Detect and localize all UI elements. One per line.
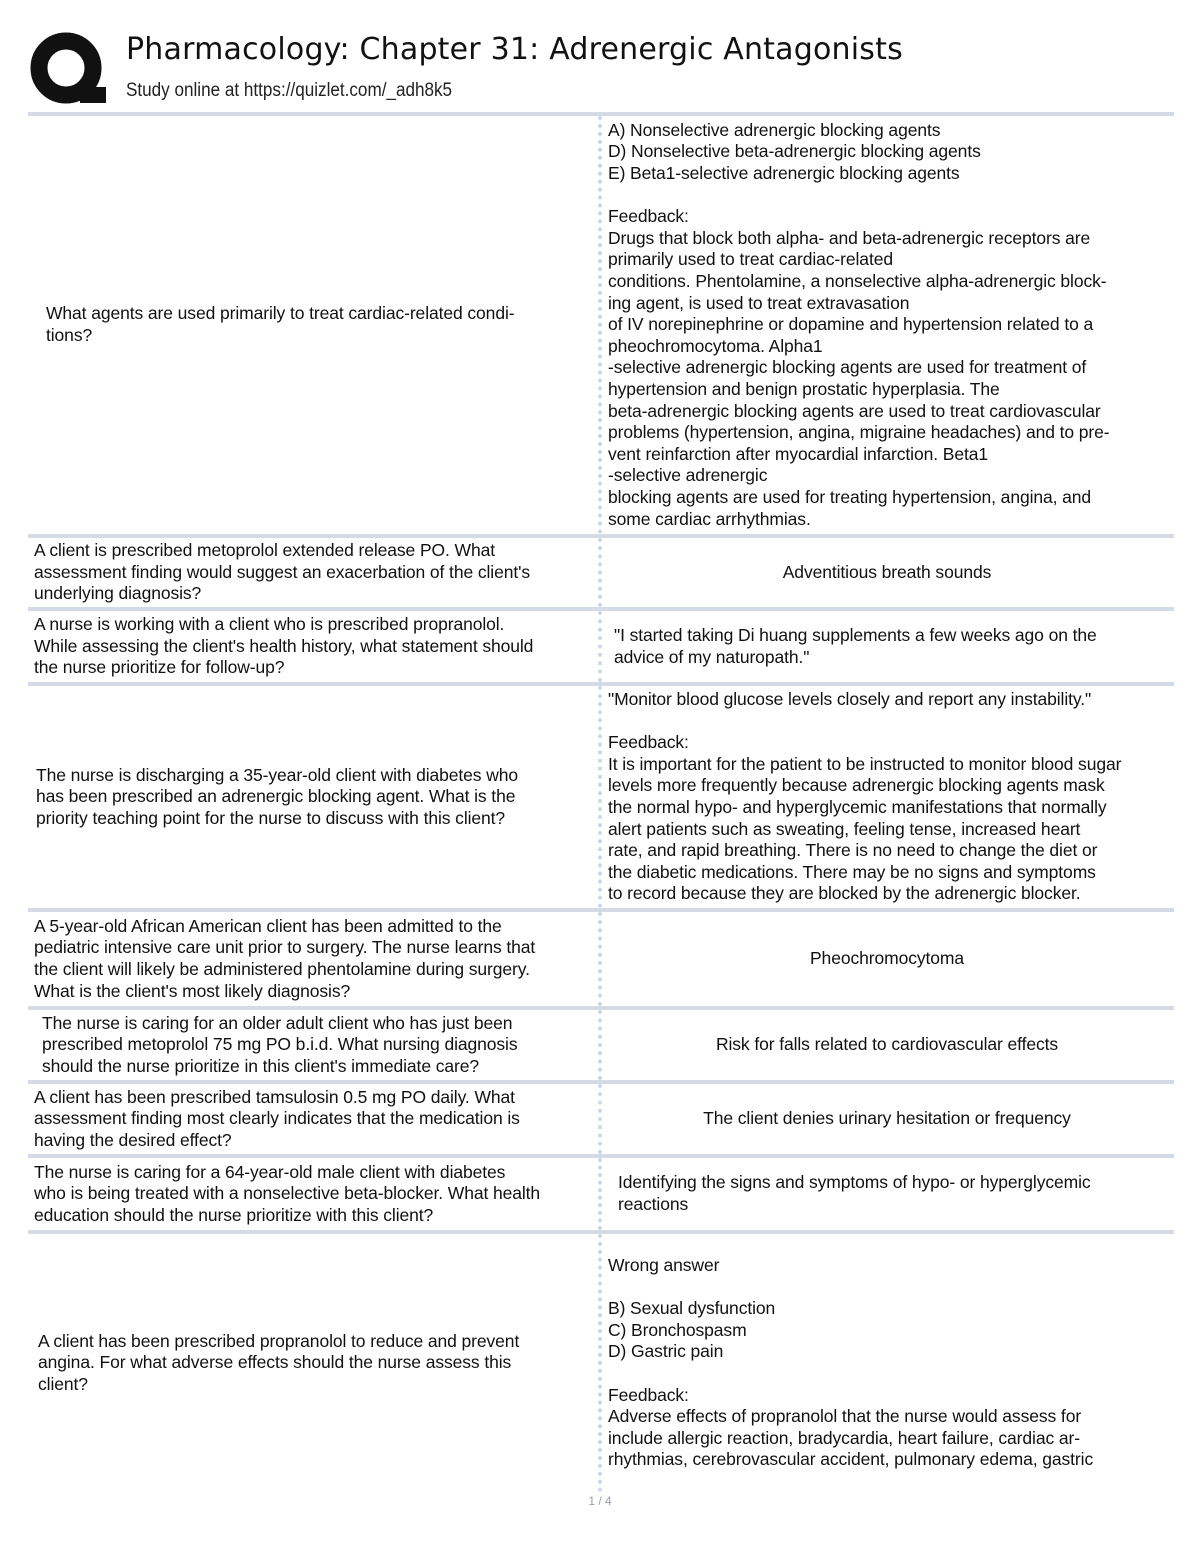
answer-cell [598,686,1174,908]
answer-cell [598,1158,1174,1230]
answer-cell [598,912,1174,1006]
answer-text: Wrong answer B) Sexual dysfunction C) Bronchospasm D) Gastric pain Feedback: Adverse effects of propranolol that the nurse would assess for include allergic reaction, bradycardia, heart failure, cardiac ar- rhythmias, cerebrovascular accident, pulmonary edema, gastric [608,1255,1094,1470]
question-text: The nurse is caring for a 64-year-old male client with diabetes who is being treated with a nonselective beta-blocker. What health education should the nurse prioritize with this client? [34,1161,541,1225]
question-text: The nurse is discharging a 35-year-old client with diabetes who has been prescribed an adrenergic blocking agent. What is the priority teaching point for the nurse to discuss with this client? [36,764,519,828]
answer-text: "Monitor blood glucose levels closely and report any instability." Feedback: It is important for the patient to be instructed to monitor blood sugar levels more frequently because adrenergic blocking agents mask the normal hypo- and hyperglycemic manifestations that normally alert patients such as sweating, feeling tense, increased heart rate, and rapid breathing. There is no need to change the diet or the diabetic medications. There may be no signs and symptoms to record because they are blocked by the adrenergic blocker. [608,689,1122,904]
answer-text: Risk for falls related to cardiovascular effects [715,1034,1059,1055]
answer-cell [598,1084,1174,1154]
flashcard-row [28,1230,1174,1492]
flashcard-row [28,682,1174,908]
answer-text: "I started taking Di huang supplements a few weeks ago on the advice of my naturopath." [614,624,1097,667]
flashcard-row [28,607,1174,682]
answer-cell [598,116,1174,534]
question-cell [28,1010,598,1080]
flashcard-table [28,112,1174,1492]
flashcard-row [28,1006,1174,1080]
question-text: The nurse is caring for an older adult client who has just been prescribed metoprolol 75 mg PO b.i.d. What nursing diagnosis should the nurse prioritize in this client's immediate care? [42,1012,518,1076]
answer-text: Adventitious breath sounds [782,561,992,582]
question-cell [28,686,598,908]
question-text: A client has been prescribed tamsulosin 0.5 mg PO daily. What assessment finding most clearly indicates that the medication is having the desired effect? [34,1086,520,1150]
question-text: A client has been prescribed propranolol to reduce and prevent angina. For what adverse effects should the nurse assess this client? [38,1330,520,1394]
question-cell [28,611,598,682]
flashcard-row [28,534,1174,607]
flashcard-row [28,908,1174,1006]
page-header [28,24,1178,110]
answer-text: The client denies urinary hesitation or frequency [703,1108,1071,1129]
question-cell [28,1158,598,1230]
answer-text: A) Nonselective adrenergic blocking agents D) Nonselective beta-adrenergic blocking agents E) Beta1-selective adrenergic blocking agents Feedback: Drugs that block both alpha- and beta-adrenergic receptors are primarily used to treat cardiac-related conditions. Phentolamine, a nonselective alpha-adrenergic block- ing agent, is used to treat extravasation of IV norepinephrine or dopamine and hypertension related to a pheochromocytoma. Alpha1 -selective adrenergic blocking agents are used for treatment of hypertension and benign prostatic hyperplasia. The beta-adrenergic blocking agents are used to treat cardiovascular problems (hypertension, angina, migraine headaches) and to pre- vent reinfarction after myocardial infarction. Beta1 -selective adrenergic blocking agents are used for treating hypertension, angina, and some cardiac arrhythmias. [608,119,1110,529]
question-text: A 5-year-old African American client has been admitted to the pediatric intensive care unit prior to surgery. The nurse learns that the client will likely be administered phentolamine during surgery. What is the client's most likely diagnosis? [34,915,536,1001]
question-cell [28,912,598,1006]
flashcard-row [28,1154,1174,1230]
answer-text: Identifying the signs and symptoms of hypo- or hyperglycemic reactions [618,1172,1091,1214]
answer-cell [598,538,1174,607]
question-cell [28,116,598,534]
flashcard-row [28,112,1174,534]
question-text: What agents are used primarily to treat cardiac-related condi- tions? [46,303,515,345]
question-text: A client is prescribed metoprolol extended release PO. What assessment finding would suggest an exacerbation of the client's underlying diagnosis? [34,540,530,604]
flashcard-row [28,1080,1174,1154]
page-title: Pharmacology: Chapter 31: Adrenergic Antagonists [126,32,903,67]
study-online-link[interactable]: Study online at https://quizlet.com/_adh8k5 [126,80,453,101]
question-cell [28,538,598,607]
answer-text: Pheochromocytoma [809,948,965,969]
question-text: A nurse is working with a client who is prescribed propranolol. While assessing the client's health history, what statement should the nurse prioritize for follow-up? [34,614,534,678]
answer-cell [598,611,1174,682]
quizlet-logo-icon [30,32,106,108]
page-number: 1 / 4 [588,1494,612,1508]
answer-cell [598,1234,1174,1492]
question-cell [28,1234,598,1492]
answer-cell [598,1010,1174,1080]
question-cell [28,1084,598,1154]
